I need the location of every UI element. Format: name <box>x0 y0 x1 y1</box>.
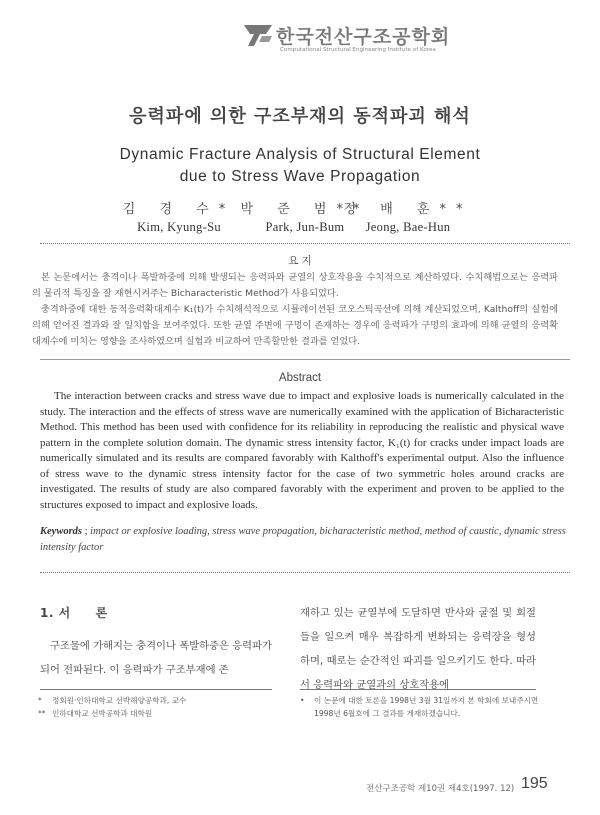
divider <box>40 359 570 360</box>
english-abstract <box>40 389 564 513</box>
footnote <box>300 694 540 720</box>
english-abstract-heading: Abstract <box>278 372 322 384</box>
author-name-ko: 박 준 범** <box>240 202 370 217</box>
korean-abstract-paragraph: 본 논문에서는 충격이나 폭발하중에 의해 발생되는 응력파와 균열의 상호작용을 수치적으로 계산하였다. 수치해법으로는 응력파의 물리적 특징을 잘 재현시켜주는 Bicharacteristic Method가 사용되었다. <box>32 272 558 299</box>
author-3 <box>338 198 478 235</box>
footnote-text: 인하대학교 선박공학과 대학원 <box>52 709 153 718</box>
author-name-en: Park, Jun-Bum <box>265 220 345 234</box>
footnotes-discussion <box>300 694 540 720</box>
footnotes-affiliations <box>38 694 278 720</box>
section-heading-introduction: 1. 서 론 <box>40 606 108 620</box>
author-name-en: Jeong, Bae-Hun <box>365 220 451 234</box>
footnote-text: 정회원·인하대학교 선박해양공학과, 교수 <box>52 696 187 705</box>
footnote <box>38 707 278 720</box>
author-name-ko: 김 경 수* <box>122 202 236 217</box>
society-name: 한국전산구조공학회 <box>276 26 451 48</box>
divider <box>40 243 570 244</box>
society-logo <box>242 22 451 72</box>
footnote-mark: * <box>38 696 42 705</box>
footnote-rule <box>40 689 272 690</box>
body-text-right-column: 재하고 있는 균열부에 도달하면 반사와 굴절 및 회절들을 일으켜 매우 복잡하게 변화되는 응력장을 형성하며, 때로는 순간적인 파괴를 일으키기도 한다. 따라서 응력파와 균열과의 상호작용에 <box>300 607 536 691</box>
footnote-mark: ** <box>38 709 46 718</box>
english-abstract-text: The interaction between cracks and stress wave due to impact and explosive loads is numerically calculated in the study. The interaction and the effects of stress wave are numerically examined with the application of Bicharacteristic Method. This method has been used with confidence for its reliability in reproducing the realistic and physical wave pattern in the complete solution domain. The dynamic stress intensity factor, K₁(t) for cracks under impact loads are numerically simulated and its results are compared favorably with Kalthoff's experimental output. Also the influence of stress wave to the dynamic stress intensity factor for the case of two symmetric holes around cracks are investigated. The results of study are also compared favorably with the experiment and proven to be applied to the structures exposed to impact and explosive loads. <box>40 390 564 511</box>
society-name-en: Computational Structural Engineering Institute of Korea <box>280 47 436 53</box>
keywords-text: impact or explosive loading, stress wave propagation, bicharacteristic method, method of caustic, dynamic stress intensity factor <box>40 526 566 553</box>
body-text-left-column: 구조물에 가해지는 충격이나 폭발하중은 응력파가 되어 전파된다. 이 응력파가 구조부재에 존 <box>40 640 272 676</box>
paper-title-english-line2: due to Stress Wave Propagation <box>179 168 421 185</box>
keywords-label: Keywords <box>40 526 82 537</box>
page-number: 195 <box>521 775 548 792</box>
journal-citation: 전산구조공학 제10권 제4호(1997. 12) <box>366 784 515 794</box>
society-emblem-icon <box>242 22 276 48</box>
footnote-rule <box>300 689 536 690</box>
paper-title-english <box>0 144 600 188</box>
divider <box>40 572 570 573</box>
keywords <box>40 524 568 556</box>
author-1 <box>109 198 249 235</box>
author-name-ko: 정 배 훈** <box>343 202 473 217</box>
paper-title-korean: 응력파에 의한 구조부재의 동적파괴 해석 <box>129 106 471 127</box>
korean-abstract <box>32 270 558 350</box>
keywords-separator: ; <box>82 526 91 537</box>
paper-title-english-line1: Dynamic Fracture Analysis of Structural Element <box>119 146 481 163</box>
author-name-en: Kim, Kyung-Su <box>137 220 221 234</box>
korean-abstract-paragraph: 충격하중에 대한 동적응력확대계수 K₁(t)가 수치해석적으로 시뮬레이션된 코오스틱곡선에 의해 계산되었으며, Kalthoff의 실험에 의해 얻어진 결과와 잘 일치함을 보여주었다. 또한 균열 주변에 구멍이 존재하는 경우에 응력파가 구멍의 효과에 의해 균열의 응력확대계수에 미치는 영향을 조사하였으며 실험과 비교하여 만족할만한 결과를 얻었다. <box>32 304 558 347</box>
korean-abstract-heading: 요 지 <box>288 255 312 267</box>
footnote-mark: • <box>300 696 305 705</box>
footnote-text: 이 논문에 대한 토론을 1998년 3월 31일까지 본 학회에 보내주시면 1998년 6월호에 그 결과를 게재하겠습니다. <box>314 696 539 718</box>
footnote <box>38 694 278 707</box>
